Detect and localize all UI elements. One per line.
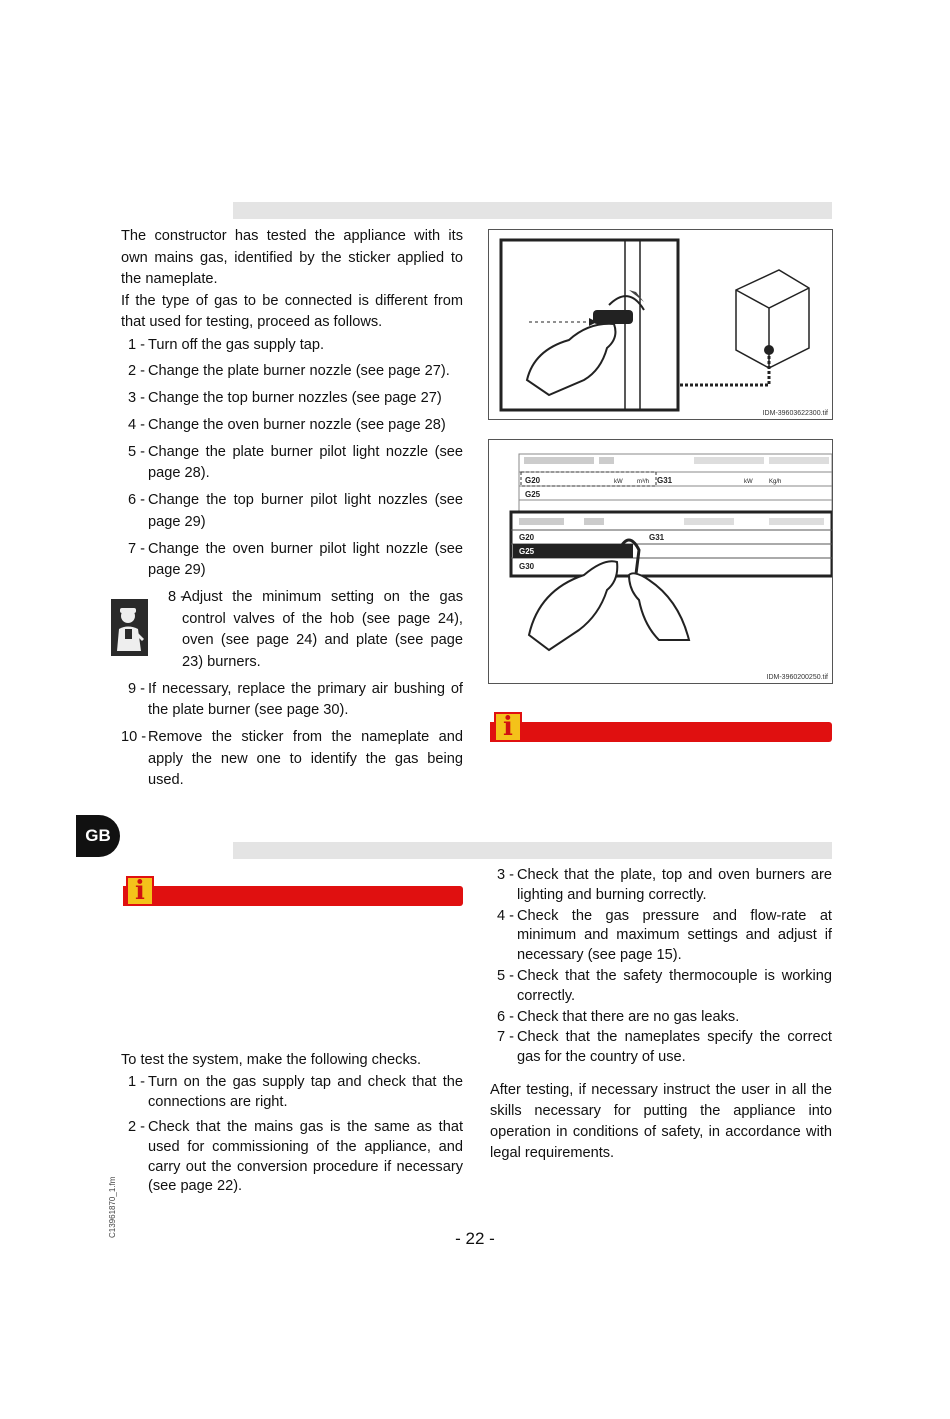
list-item: 5 - Check that the safety thermocouple is working correctly. <box>496 967 832 1004</box>
row-label: G25 <box>519 547 535 556</box>
list-item: 10 - Remove the sticker from the nameplate and apply the new one to identify the gas being used. <box>121 729 463 788</box>
figure-caption: IDM-39603622300.tif <box>762 410 828 417</box>
list-item: 1 - Turn off the gas supply tap. <box>127 336 325 353</box>
unit-label: Kg/h <box>769 479 782 485</box>
intro-paragraph-2: If the type of gas to be connected is different from that used for testing, proceed as follows. <box>121 292 463 330</box>
technician-icon <box>111 599 148 656</box>
list-item: 6 - Check that there are no gas leaks. <box>496 1008 740 1025</box>
list-item: 2 - Check that the mains gas is the same as that used for commissioning of the appliance, and carry out the conversion procedure if necessary (see page 22). <box>127 1119 463 1195</box>
list-item: 5 - Change the plate burner pilot light nozzle (see page 28). <box>127 443 463 481</box>
figure-nameplate <box>488 439 833 684</box>
list-item: 4 - Change the oven burner nozzle (see page 28) <box>127 416 446 433</box>
list-item: 7 - Change the oven burner pilot light nozzle (see page 29) <box>127 540 463 578</box>
row-label: G25 <box>525 490 541 499</box>
section-header-bar-1 <box>233 202 832 219</box>
section1-text-column <box>121 226 463 797</box>
checks-intro: To test the system, make the following checks. <box>121 1052 422 1068</box>
list-item: 3 - Check that the plate, top and oven burners are lighting and burning correctly. <box>496 867 832 903</box>
unit-label: kW <box>614 479 623 485</box>
file-reference: C13961870_1.fm <box>108 1176 117 1238</box>
page-number: - 22 - <box>455 1229 495 1248</box>
row-label: G20 <box>519 533 535 542</box>
unit-label: m³/h <box>637 479 649 485</box>
list-item: 3 - Change the top burner nozzles (see page 27) <box>127 389 442 406</box>
figure-caption: IDM-3960200250.tif <box>766 674 828 681</box>
section2-right-column <box>490 866 832 1164</box>
intro-paragraph-1: The constructor has tested the appliance with its own mains gas, identified by the sticker applied to the nameplate. <box>121 228 463 287</box>
list-item: 9 - If necessary, replace the primary air bushing of the plate burner (see page 30). <box>127 680 463 718</box>
g31-label: G31 <box>657 476 673 485</box>
list-item: 2 - Change the plate burner nozzle (see page 27). <box>127 362 450 379</box>
list-item: 4 - Check the gas pressure and flow-rate at minimum and maximum settings and adjust if necessary (see page 15). <box>496 907 832 964</box>
list-item: 7 - Check that the nameplates specify the correct gas for the country of use. <box>496 1029 832 1066</box>
row-label: G20 <box>525 476 541 485</box>
list-item: 8 - Adjust the minimum setting on the gas control valves of the hob (see page 24), oven (see page 24) and plate (see page 23) burners. <box>167 589 463 670</box>
row-label: G30 <box>519 562 535 571</box>
language-tab: GB <box>76 815 120 857</box>
list-item: 6 - Change the top burner pilot light nozzles (see page 29) <box>127 492 463 530</box>
info-icon: i <box>126 876 154 906</box>
unit-label: kW <box>744 479 753 485</box>
info-warning-bar-1 <box>490 722 832 742</box>
closing-paragraph: After testing, if necessary instruct the user in all the skills necessary for putting the appliance into operation in conditions of safety, in accordance with legal requirements. <box>490 1081 832 1161</box>
g31-label: G31 <box>649 533 665 542</box>
section-header-bar-2 <box>233 842 832 859</box>
section2-left-column <box>121 1050 463 1203</box>
info-warning-bar-2 <box>123 886 463 906</box>
info-icon: i <box>494 712 522 742</box>
figure-gas-tap <box>488 229 833 420</box>
list-item: 1 - Turn on the gas supply tap and check that the connections are right. <box>127 1073 463 1110</box>
